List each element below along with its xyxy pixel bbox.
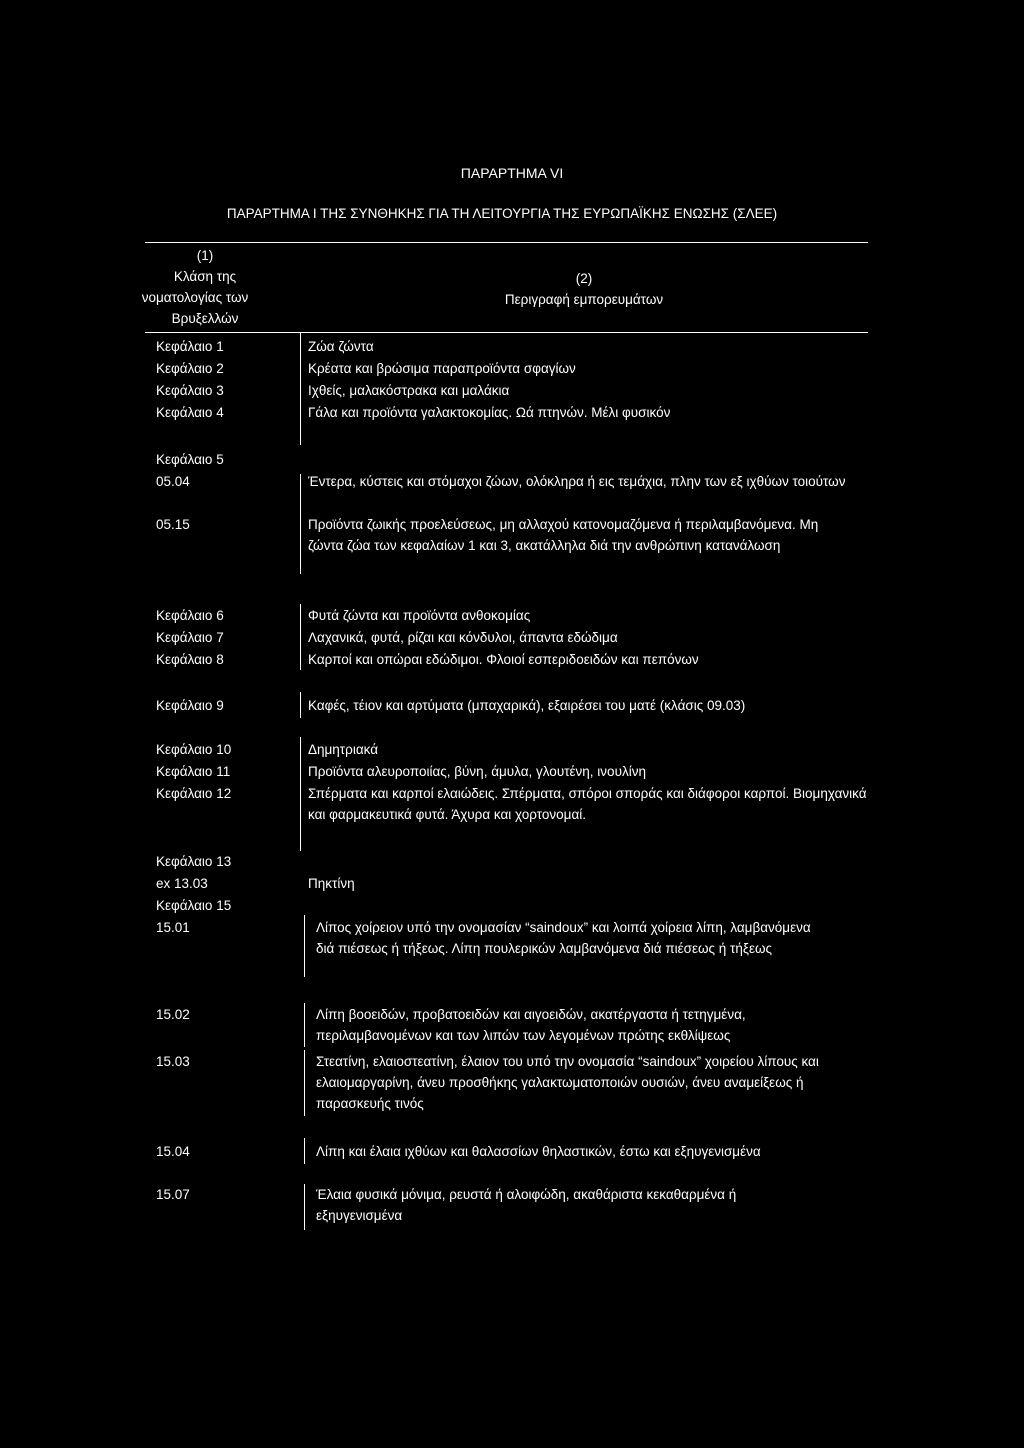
row-description: Ιχθείς, μαλακόστρακα και μαλάκια <box>308 383 510 398</box>
row-description: Δημητριακά <box>308 742 379 757</box>
column-divider <box>300 474 301 574</box>
column-divider <box>304 1138 305 1164</box>
row-code: Κεφάλαιο 9 <box>156 698 224 713</box>
row-description: Έλαια φυσικά μόνιμα, ρευστά ή αλοιφώδη, ακαθάριστα κεκαθαρμένα ή εξηυγενισμένα <box>316 1187 737 1223</box>
row-description: Πηκτίνη <box>308 876 355 891</box>
row-description: Προϊόντα ζωικής προελεύσεως, μη αλλαχού κατονομαζόμενα ή περιλαμβανόμενα. Μη ζώντα ζώα των κεφαλαίων 1 και 3, ακατάλληλα διά την ανθρώπινη κατανάλωση <box>308 517 819 553</box>
table-top-rule <box>145 242 868 243</box>
row-code: 05.15 <box>156 517 190 532</box>
column-header-description <box>300 268 868 310</box>
page-subtitle: ΠΑΡΑΡΤΗΜΑ Ι ΤΗΣ ΣΥΝΘΗΚΗΣ ΓΙΑ ΤΗ ΛΕΙΤΟΥΡΓΙΑ ΤΗΣ ΕΥΡΩΠΑΪΚΗΣ ΕΝΩΣΗΣ (ΣΛΕΕ) <box>226 206 778 221</box>
row-code: Κεφάλαιο 6 <box>156 608 224 623</box>
row-description: Λαχανικά, φυτά, ρίζαι και κόνδυλοι, άπαντα εδώδιμα <box>308 630 618 645</box>
row-code: Κεφάλαιο 15 <box>156 898 232 913</box>
row-description: Κρέατα και βρώσιμα παραπροϊόντα σφαγίων <box>308 361 576 376</box>
row-code: Κεφάλαιο 2 <box>156 361 224 376</box>
column-divider <box>304 915 305 977</box>
header-line: Κλάση της <box>173 269 237 284</box>
column-divider <box>304 1003 305 1047</box>
row-description: Φυτά ζώντα και προϊόντα ανθοκομίας <box>308 608 531 623</box>
row-description: Έντερα, κύστεις και στόμαχοι ζώων, ολόκληρα ή εις τεμάχια, πλην των εξ ιχθύων τοιούτων <box>308 474 846 489</box>
row-code: Κεφάλαιο 12 <box>156 786 232 801</box>
row-code: 15.02 <box>156 1007 190 1022</box>
header-number: (1) <box>196 248 214 263</box>
table-header-rule <box>145 332 868 333</box>
row-description: Προϊόντα αλευροποιίας, βύνη, άμυλα, γλουτένη, ινουλίνη <box>308 764 646 779</box>
column-divider <box>300 737 301 851</box>
row-code: Κεφάλαιο 11 <box>156 764 231 779</box>
row-code: Κεφάλαιο 4 <box>156 405 224 420</box>
row-code: Κεφάλαιο 7 <box>156 630 224 645</box>
row-code: 15.03 <box>156 1054 190 1069</box>
page-title: ΠΑΡΑΡΤΗΜΑ VI <box>460 165 564 181</box>
row-code: Κεφάλαιο 5 <box>156 452 224 467</box>
row-description: Λίπος χοίρειον υπό την ονομασίαν “saindoux” και λοιπά χοίρεια λίπη, λαμβανόμενα διά πιέσεως ή τήξεως. Λίπη πουλερικών λαμβανόμενα διά πιέσεως ή τήξεως <box>316 920 811 956</box>
row-description: Καφές, τέιον και αρτύματα (μπαχαρικά), εξαιρέσει του ματέ (κλάσις 09.03) <box>308 698 746 713</box>
row-description: Γάλα και προϊόντα γαλακτοκομίας. Ωά πτηνών. Μέλι φυσικόν <box>308 405 671 420</box>
row-code: 05.04 <box>156 474 190 489</box>
column-header-classification <box>140 245 270 329</box>
row-code: Κεφάλαιο 13 <box>156 854 232 869</box>
column-divider <box>300 333 301 445</box>
row-description: Καρποί και οπώραι εδώδιμοι. Φλοιοί εσπεριδοειδών και πεπόνων <box>308 652 699 667</box>
row-code: Κεφάλαιο 1 <box>156 339 224 354</box>
header-number: (2) <box>575 271 593 286</box>
row-code: Κεφάλαιο 10 <box>156 742 232 757</box>
header-line: Βρυξελλών <box>171 311 239 326</box>
row-description: Ζώα ζώντα <box>308 339 374 354</box>
row-code: Κεφάλαιο 8 <box>156 652 224 667</box>
row-code: 15.01 <box>156 920 190 935</box>
row-code: ex 13.03 <box>156 876 208 891</box>
header-line: νοματολογίας των <box>141 290 249 305</box>
row-description: Λίπη και έλαια ιχθύων και θαλασσίων θηλαστικών, έστω και εξηυγενισμένα <box>316 1144 761 1159</box>
row-description: Στεατίνη, ελαιοστεατίνη, έλαιον του υπό την ονομασία “saindoux” χοιρείου λίπους και ελαιομαργαρίνη, άνευ προσθήκης γαλακτωματοποιών ουσιών, άνευ αναμείξεως ή παρασκευής τινός <box>316 1054 819 1111</box>
column-divider <box>304 1050 305 1116</box>
column-divider <box>304 1184 305 1230</box>
column-divider <box>300 692 301 718</box>
row-code: 15.07 <box>156 1187 190 1202</box>
column-divider <box>300 604 301 670</box>
row-code: 15.04 <box>156 1144 190 1159</box>
header-line: Περιγραφή εμπορευμάτων <box>504 292 664 307</box>
row-code: Κεφάλαιο 3 <box>156 383 224 398</box>
row-description: Σπέρματα και καρποί ελαιώδεις. Σπέρματα, σπόροι σποράς και διάφοροι καρποί. Βιομηχανικά και φαρμακευτικά φυτά. Άχυρα και χορτονομαί. <box>308 786 867 822</box>
row-description: Λίπη βοοειδών, προβατοειδών και αιγοειδών, ακατέργαστα ή τετηγμένα, περιλαμβανομένων και των λιπών των λεγομένων πρώτης εκθλίψεως <box>316 1007 746 1043</box>
